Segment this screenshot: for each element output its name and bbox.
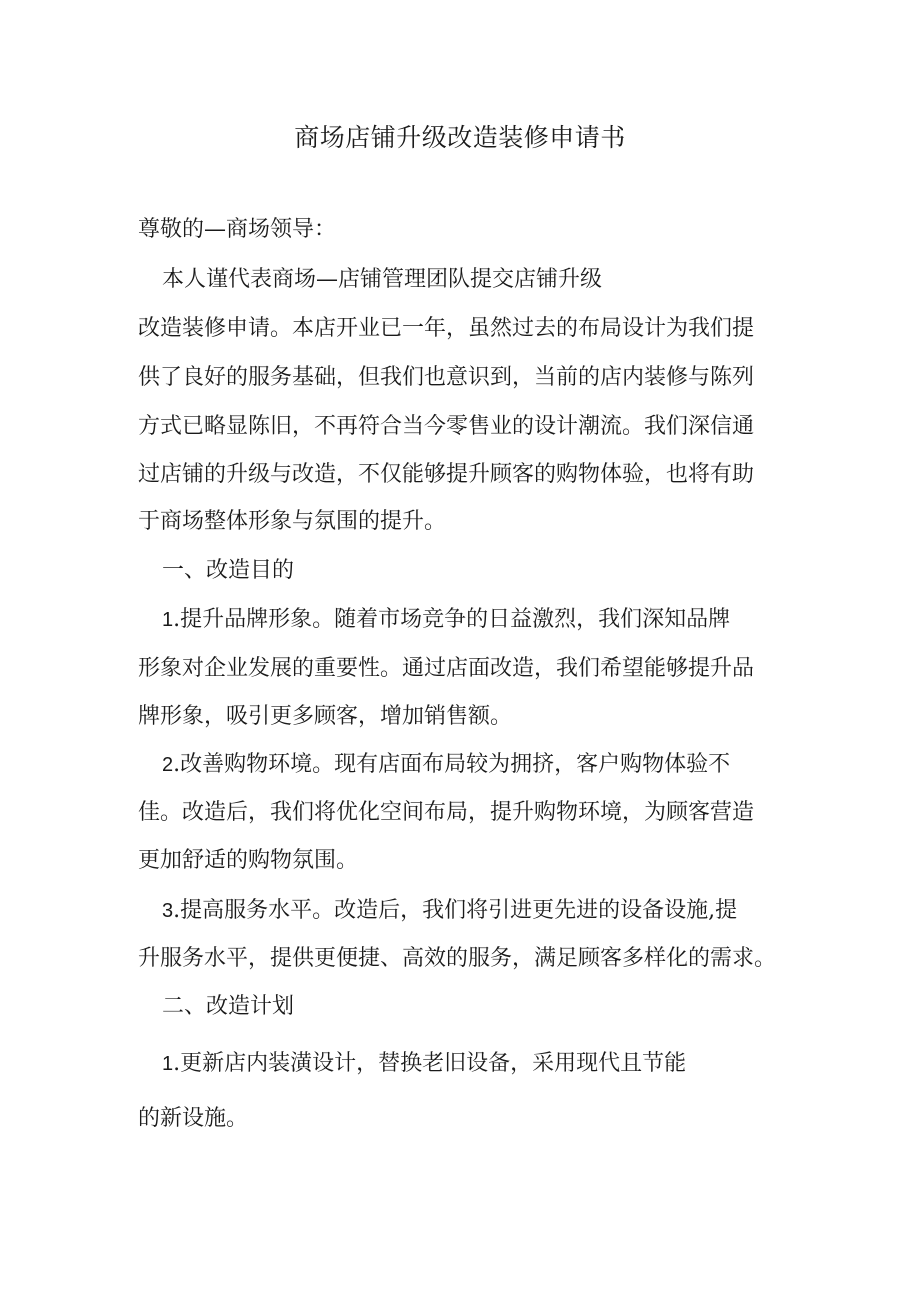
section2-item1-line-2: 的新设施。 <box>138 1106 249 1131</box>
intro-line-2: 改造装修申请。本店开业已一年，虽然过去的布局设计为我们提 <box>138 316 755 341</box>
intro-line-5: 过店铺的升级与改造，不仅能够提升顾客的购物体验，也将有助 <box>138 462 755 487</box>
intro-line-3: 供了良好的服务基础，但我们也意识到，当前的店内装修与陈列 <box>138 365 755 390</box>
document-title: 商场店铺升级改造装修申请书 <box>294 123 626 152</box>
section1-heading: 一、改造目的 <box>162 558 295 583</box>
intro-line-6: 于商场整体形象与氛围的提升。 <box>138 509 447 534</box>
item-number: 2 <box>162 754 174 776</box>
item-text: .提升品牌形象。随着市场竞争的日益激烈，我们深知品牌 <box>173 607 731 632</box>
section1-item1-line-3: 牌形象，吸引更多顾客，增加销售额。 <box>138 704 513 729</box>
section1-item1-line-1 <box>162 604 730 636</box>
item-number: 3 <box>162 900 174 922</box>
section2-heading: 二、改造计划 <box>162 994 295 1019</box>
intro-line-4: 方式已略显陈旧，不再符合当今零售业的设计潮流。我们深信通 <box>138 414 755 439</box>
item-number: 1 <box>162 609 174 631</box>
salutation: 尊敬的—商场领导： <box>138 217 337 242</box>
section1-item3-line-2: 升服务水平，提供更便捷、高效的服务，满足顾客多样化的需求。 <box>138 946 777 971</box>
section1-item2-line-1 <box>162 749 730 781</box>
section2-item1-line-1 <box>162 1048 686 1080</box>
item-text: .改善购物环境。现有店面布局较为拥挤，客户购物体验不 <box>173 752 731 777</box>
section1-item3-line-1 <box>162 895 737 927</box>
section1-item1-line-2: 形象对企业发展的重要性。通过店面改造，我们希望能够提升品 <box>138 656 755 681</box>
item-number: 1 <box>162 1053 174 1075</box>
section1-item2-line-2: 佳。改造后，我们将优化空间布局，提升购物环境，为顾客营造 <box>138 800 755 825</box>
item-text: .更新店内装潢设计，替换老旧设备，采用现代且节能 <box>173 1051 687 1076</box>
section1-item2-line-3: 更加舒适的购物氛围。 <box>138 848 359 873</box>
intro-line-1: 本人谨代表商场—店铺管理团队提交店铺升级 <box>162 267 603 292</box>
item-text: .提高服务水平。改造后，我们将引进更先进的设备设施,提 <box>173 898 738 923</box>
